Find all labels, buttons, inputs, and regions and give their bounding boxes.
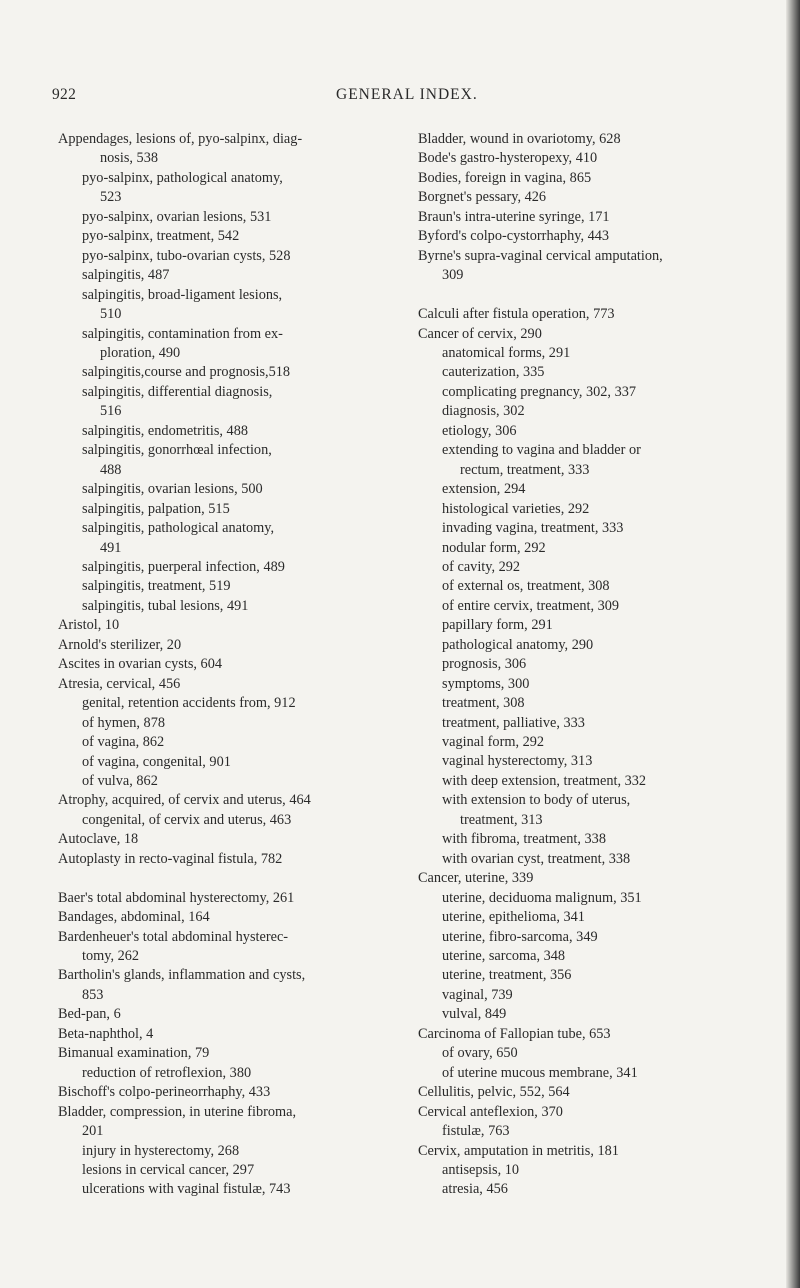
- index-entry: uterine, sarcoma, 348: [442, 948, 566, 965]
- index-entry: Cancer of cervix, 290: [418, 325, 542, 342]
- index-entry: Braun's intra-uterine syringe, 171: [418, 208, 610, 225]
- index-column-right: [418, 130, 798, 1200]
- index-entry: Aristol, 10: [58, 617, 120, 634]
- index-entry: atresia, 456: [442, 1181, 508, 1198]
- index-entry: Cervix, amputation in metritis, 181: [418, 1142, 619, 1159]
- index-entry: pyo-salpinx, tubo-ovarian cysts, 528: [82, 247, 291, 264]
- index-entry: of vulva, 862: [82, 772, 158, 789]
- index-entry: Arnold's sterilizer, 20: [58, 636, 182, 653]
- index-entry: vaginal form, 292: [442, 734, 545, 751]
- index-entry: Bardenheuer's total abdominal hysterec-: [58, 928, 289, 945]
- index-entry: complicating pregnancy, 302, 337: [442, 383, 637, 400]
- index-entry: salpingitis, 487: [82, 267, 170, 284]
- index-entry: prognosis, 306: [442, 656, 527, 673]
- index-entry: anatomical forms, 291: [442, 344, 571, 361]
- index-entry: uterine, treatment, 356: [442, 967, 572, 984]
- index-entry: symptoms, 300: [442, 675, 530, 692]
- index-entry: of vagina, congenital, 901: [82, 753, 231, 770]
- index-entry: lesions in cervical cancer, 297: [82, 1162, 255, 1178]
- index-entry: tomy, 262: [82, 948, 140, 965]
- index-entry: Bladder, compression, in uterine fibroma,: [58, 1103, 297, 1120]
- index-entry: of vagina, 862: [82, 734, 165, 751]
- index-entry: reduction of retroflexion, 380: [82, 1064, 252, 1081]
- index-entry: cauterization, 335: [442, 364, 545, 381]
- index-entry: extension, 294: [442, 481, 526, 498]
- index-entry: extending to vagina and bladder or: [442, 442, 641, 459]
- index-entry: with deep extension, treatment, 332: [442, 772, 647, 789]
- index-entry: Bode's gastro-hysteropexy, 410: [418, 150, 598, 167]
- index-entry: Bandages, abdominal, 164: [58, 909, 210, 926]
- index-entry: Appendages, lesions of, pyo-salpinx, diag-: [58, 131, 303, 147]
- index-entry: Autoplasty in recto-vaginal fistula, 782: [58, 850, 283, 867]
- index-entry: Atresia, cervical, 456: [58, 675, 181, 692]
- index-entry: Autoclave, 18: [58, 831, 139, 848]
- index-entry: salpingitis, tubal lesions, 491: [82, 597, 249, 614]
- index-entry: salpingitis, puerperal infection, 489: [82, 558, 285, 575]
- index-entry: rectum, treatment, 333: [460, 461, 590, 478]
- index-entry: Cancer, uterine, 339: [418, 870, 534, 887]
- index-entry: salpingitis, endometritis, 488: [82, 422, 248, 439]
- index-entry: 510: [100, 306, 122, 323]
- index-entry: pyo-salpinx, pathological anatomy,: [82, 169, 283, 186]
- index-entry: salpingitis, gonorrhœal infection,: [82, 442, 272, 459]
- index-entry: pyo-salpinx, ovarian lesions, 531: [82, 208, 272, 225]
- index-entry: fistulæ, 763: [442, 1123, 510, 1140]
- index-entry: Bodies, foreign in vagina, 865: [418, 169, 592, 186]
- index-entry: injury in hysterectomy, 268: [82, 1142, 240, 1159]
- page-title: GENERAL INDEX.: [336, 86, 478, 103]
- index-entry: salpingitis, palpation, 515: [82, 500, 230, 517]
- index-entry: Ascites in ovarian cysts, 604: [58, 656, 222, 673]
- index-entry: salpingitis, ovarian lesions, 500: [82, 481, 263, 498]
- index-entry: uterine, epithelioma, 341: [442, 909, 585, 926]
- index-entry: salpingitis, contamination from ex-: [82, 325, 283, 342]
- index-entry: of external os, treatment, 308: [442, 578, 610, 595]
- index-entry: treatment, palliative, 333: [442, 714, 585, 731]
- index-entry: congenital, of cervix and uterus, 463: [82, 811, 292, 828]
- index-entry: Carcinoma of Fallopian tube, 653: [418, 1025, 611, 1042]
- index-entry: genital, retention accidents from, 912: [82, 695, 296, 712]
- index-column-left: [58, 130, 408, 1200]
- index-entry: antisepsis, 10: [442, 1162, 520, 1178]
- index-entry: diagnosis, 302: [442, 403, 525, 420]
- index-entry: salpingitis,course and prognosis,518: [82, 364, 291, 381]
- index-entry: treatment, 313: [460, 811, 543, 828]
- index-entry: with ovarian cyst, treatment, 338: [442, 850, 631, 867]
- index-entry: pathological anatomy, 290: [442, 636, 594, 653]
- index-entry: uterine, fibro-sarcoma, 349: [442, 928, 598, 945]
- index-entry: etiology, 306: [442, 422, 517, 439]
- index-entry: vaginal, 739: [442, 986, 513, 1003]
- index-entry: of hymen, 878: [82, 714, 165, 731]
- index-entry: of entire cervix, treatment, 309: [442, 597, 620, 614]
- index-entry: Byford's colpo-cystorrhaphy, 443: [418, 228, 610, 245]
- index-entry: Calculi after fistula operation, 773: [418, 306, 615, 323]
- index-entry: Borgnet's pessary, 426: [418, 189, 547, 206]
- index-entry: salpingitis, treatment, 519: [82, 578, 231, 595]
- index-entry: histological varieties, 292: [442, 500, 590, 517]
- index-entry: Cellulitis, pelvic, 552, 564: [418, 1084, 570, 1101]
- index-entry: 491: [100, 539, 122, 556]
- index-entry: with fibroma, treatment, 338: [442, 831, 606, 848]
- index-entry: Byrne's supra-vaginal cervical amputation,: [418, 247, 663, 264]
- index-entry: Bartholin's glands, inflammation and cysts,: [58, 967, 306, 984]
- index-entry: pyo-salpinx, treatment, 542: [82, 228, 240, 245]
- index-entry: salpingitis, broad-ligament lesions,: [82, 286, 283, 303]
- index-entry: Bischoff's colpo-perineorrhaphy, 433: [58, 1084, 271, 1101]
- index-entry: Bimanual examination, 79: [58, 1045, 210, 1062]
- index-entry: Beta-naphthol, 4: [58, 1025, 154, 1042]
- index-entry: 853: [82, 986, 104, 1003]
- index-entry: treatment, 308: [442, 695, 525, 712]
- index-entry: nosis, 538: [100, 150, 158, 167]
- index-entry: salpingitis, differential diagnosis,: [82, 383, 273, 400]
- index-entry: 309: [442, 267, 464, 284]
- index-entry: 201: [82, 1123, 104, 1140]
- index-entry: Bladder, wound in ovariotomy, 628: [418, 131, 621, 147]
- index-entry: nodular form, 292: [442, 539, 546, 556]
- index-entry: Bed-pan, 6: [58, 1006, 121, 1023]
- index-entry: 523: [100, 189, 122, 206]
- index-entry: vulval, 849: [442, 1006, 507, 1023]
- index-entry: ulcerations with vaginal fistulæ, 743: [82, 1181, 291, 1198]
- index-entry: Cervical anteflexion, 370: [418, 1103, 563, 1120]
- index-entry: vaginal hysterectomy, 313: [442, 753, 593, 770]
- page-number: 922: [52, 86, 77, 103]
- index-entry: Baer's total abdominal hysterectomy, 261: [58, 889, 295, 906]
- index-entry: of uterine mucous membrane, 341: [442, 1064, 638, 1081]
- index-entry: with extension to body of uterus,: [442, 792, 631, 809]
- index-entry: of cavity, 292: [442, 558, 521, 575]
- index-entry: of ovary, 650: [442, 1045, 518, 1062]
- index-entry: 516: [100, 403, 122, 420]
- index-entry: invading vagina, treatment, 333: [442, 520, 624, 537]
- index-entry: papillary form, 291: [442, 617, 553, 634]
- index-entry: salpingitis, pathological anatomy,: [82, 520, 275, 537]
- index-entry: 488: [100, 461, 122, 478]
- index-entry: uterine, deciduoma malignum, 351: [442, 889, 642, 906]
- index-entry: Atrophy, acquired, of cervix and uterus, 464: [58, 792, 311, 809]
- index-entry: ploration, 490: [100, 344, 181, 361]
